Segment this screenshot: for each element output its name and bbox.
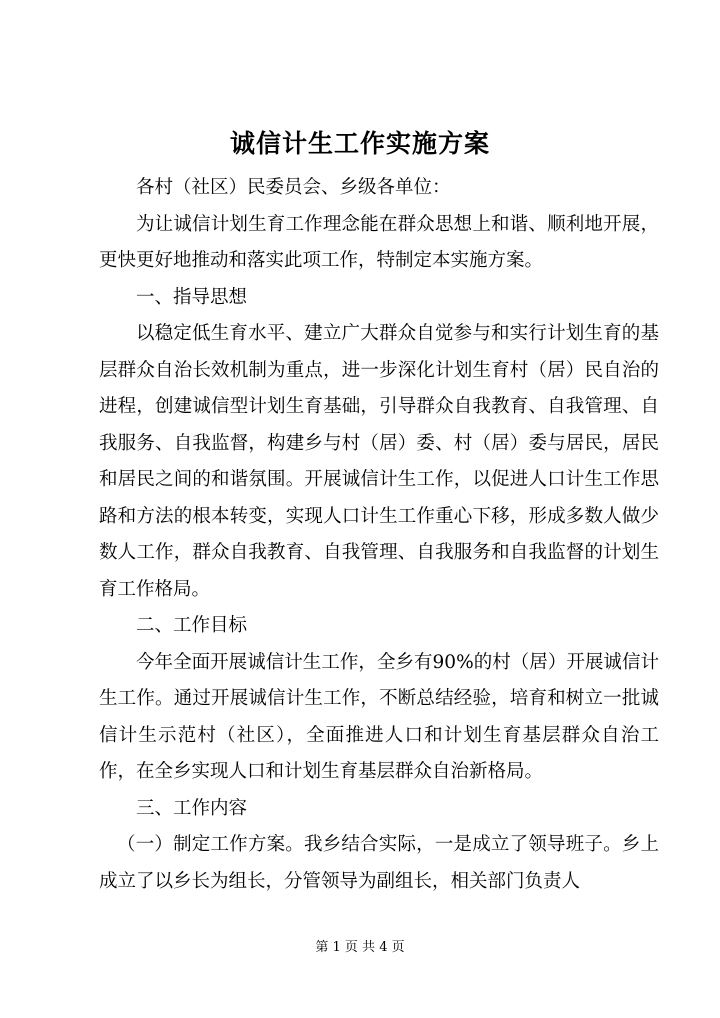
section-heading-work-goals: 二、工作目标: [136, 615, 248, 636]
section-heading-work-content: 三、工作内容: [136, 797, 248, 819]
section-body-work-content: （一）制定工作方案。我乡结合实际，一是成立了领导班子。乡上成立了以乡长为组长，分管领导为副组长，相关部门负责人: [99, 834, 659, 892]
salutation: 各村（社区）民委员会、乡级各单位：: [136, 177, 451, 198]
page-indicator: 第 1 页 共 4 页: [315, 940, 405, 955]
section-body-guiding-ideology: 以稳定低生育水平、建立广大群众自觉参与和实行计划生育的基层群众自治长效机制为重点，进一步深化计划生育村（居）民自治的进程，创建诚信型计划生育基础，引导群众自我教育、自我管理、自我服务、自我监督，构建乡与村（居）委、村（居）委与居民，居民和居民之间的和谐氛围。开展诚信计生工作，以促进人口计生工作思路和方法的根本转变，实现人口计生工作重心下移，形成多数人做少数人工作，群众自我教育、自我管理、自我服务和自我监督的计划生育工作格局。: [99, 323, 659, 600]
section-body-work-goals: 今年全面开展诚信计生工作，全乡有90%的村（居）开展诚信计生工作。通过开展诚信计生工作，不断总结经验，培育和树立一批诚信计生示范村（社区），全面推进人口和计划生育基层群众自治工作，在全乡实现人口和计划生育基层群众自治新格局。: [99, 651, 659, 782]
document-body: [99, 170, 659, 900]
document-title: 诚信计生工作实施方案: [229, 129, 490, 158]
intro-paragraph: 为让诚信计划生育工作理念能在群众思想上和谐、顺利地开展，更快更好地推动和落实此项工作，特制定本实施方案。: [99, 213, 659, 271]
section-heading-guiding-ideology: 一、指导思想: [136, 286, 248, 308]
